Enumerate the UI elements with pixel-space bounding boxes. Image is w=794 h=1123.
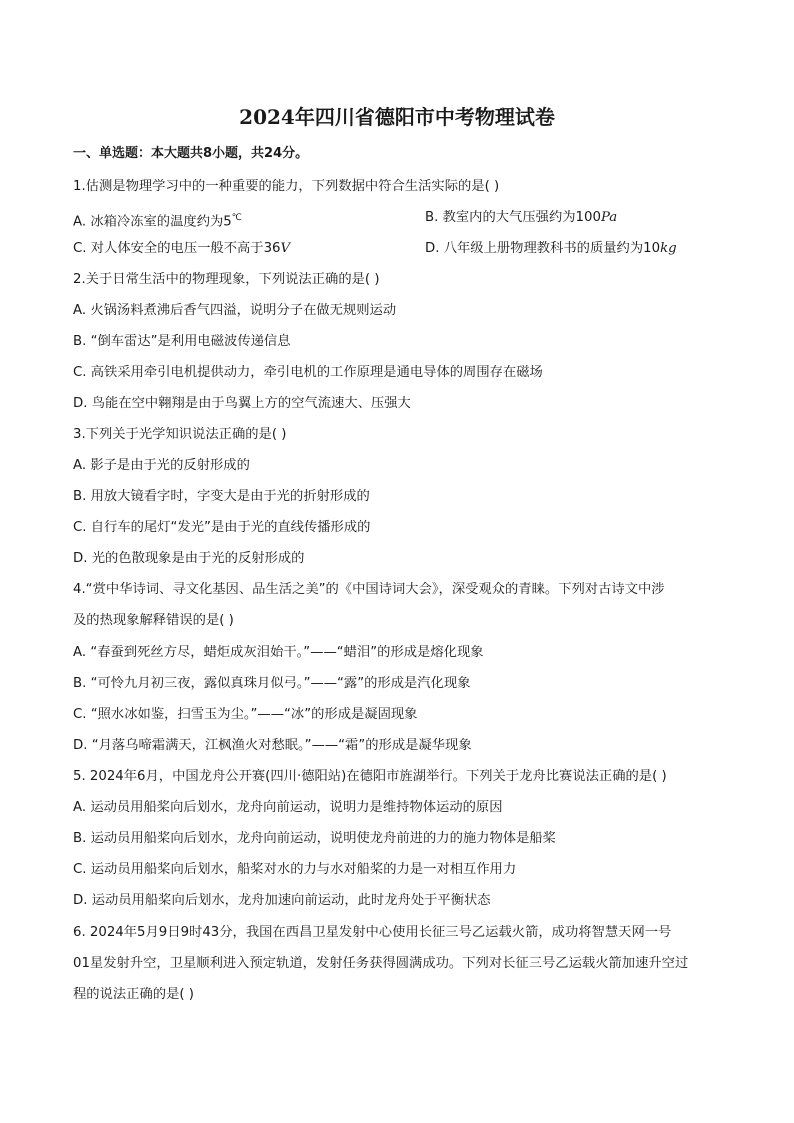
- q1-option-b: B. 教室内的大气压强约为100Pa: [425, 210, 618, 225]
- q2-stem: 2.关于日常生活中的物理现象，下列说法正确的是( ): [73, 272, 380, 287]
- q5-option-d: D. 运动员用船桨向后划水，龙舟加速向前运动，此时龙舟处于平衡状态: [73, 893, 491, 908]
- q2-option-c: C. 高铁采用牵引电机提供动力，牵引电机的工作原理是通电导体的周围存在磁场: [73, 365, 543, 380]
- section-header: 一、单选题：本大题共8小题，共24分。: [73, 146, 309, 161]
- q3-stem: 3.下列关于光学知识说法正确的是( ): [73, 427, 287, 442]
- q6-stem-line-2: 01星发射升空，卫星顺利进入预定轨道，发射任务获得圆满成功。下列对长征三号乙运载火箭加速升空过: [73, 956, 689, 971]
- page-title: 2024年四川省德阳市中考物理试卷: [239, 105, 555, 129]
- q5-option-a: A. 运动员用船桨向后划水，龙舟向前运动，说明力是维持物体运动的原因: [73, 800, 503, 815]
- q4-option-a: A. “春蚕到死丝方尽，蜡炬成灰泪始干。”——“蜡泪”的形成是熔化现象: [73, 645, 484, 660]
- q1-option-d: D. 八年级上册物理教科书的质量约为10kg: [425, 241, 677, 256]
- q4-option-b: B. “可怜九月初三夜，露似真珠月似弓。”——“露”的形成是汽化现象: [73, 676, 471, 691]
- q2-option-b: B. “倒车雷达”是利用电磁波传递信息: [73, 334, 291, 349]
- q5-option-b: B. 运动员用船桨向后划水，龙舟向前运动，说明使龙舟前进的力的施力物体是船桨: [73, 831, 556, 846]
- q4-stem-line-2: 及的热现象解释错误的是( ): [73, 613, 234, 628]
- q3-option-d: D. 光的色散现象是由于光的反射形成的: [73, 551, 305, 566]
- q3-option-a: A. 影子是由于光的反射形成的: [73, 458, 250, 473]
- q1-option-c: C. 对人体安全的电压一般不高于36V: [73, 241, 291, 256]
- q5-stem: 5. 2024年6月，中国龙舟公开赛(四川·德阳站)在德阳市旌湖举行。下列关于龙舟比赛说法正确的是( ): [73, 769, 667, 784]
- q4-option-d: D. “月落乌啼霜满天，江枫渔火对愁眠。”——“霜”的形成是凝华现象: [73, 738, 472, 753]
- q2-option-d: D. 鸟能在空中翱翔是由于鸟翼上方的空气流速大、压强大: [73, 396, 411, 411]
- q5-option-c: C. 运动员用船桨向后划水，船桨对水的力与水对船桨的力是一对相互作用力: [73, 862, 517, 877]
- q3-option-c: C. 自行车的尾灯“发光”是由于光的直线传播形成的: [73, 520, 371, 535]
- q6-stem-line-3: 程的说法正确的是( ): [73, 987, 194, 1002]
- q2-option-a: A. 火锅汤料煮沸后香气四溢，说明分子在做无规则运动: [73, 303, 397, 318]
- q1-option-a: A. 冰箱冷冻室的温度约为5℃: [73, 213, 242, 230]
- q4-stem-line-1: 4.“赏中华诗词、寻文化基因、品生活之美”的《中国诗词大会》，深受观众的青睐。下列对古诗文中涉: [73, 582, 665, 597]
- q1-stem: 1.估测是物理学习中的一种重要的能力，下列数据中符合生活实际的是( ): [73, 179, 500, 194]
- q6-stem-line-1: 6. 2024年5月9日9时43分，我国在西昌卫星发射中心使用长征三号乙运载火箭，成功将智慧天网一号: [73, 925, 672, 940]
- q3-option-b: B. 用放大镜看字时，字变大是由于光的折射形成的: [73, 489, 370, 504]
- q4-option-c: C. “照水冰如鉴，扫雪玉为尘。”——“冰”的形成是凝固现象: [73, 707, 418, 722]
